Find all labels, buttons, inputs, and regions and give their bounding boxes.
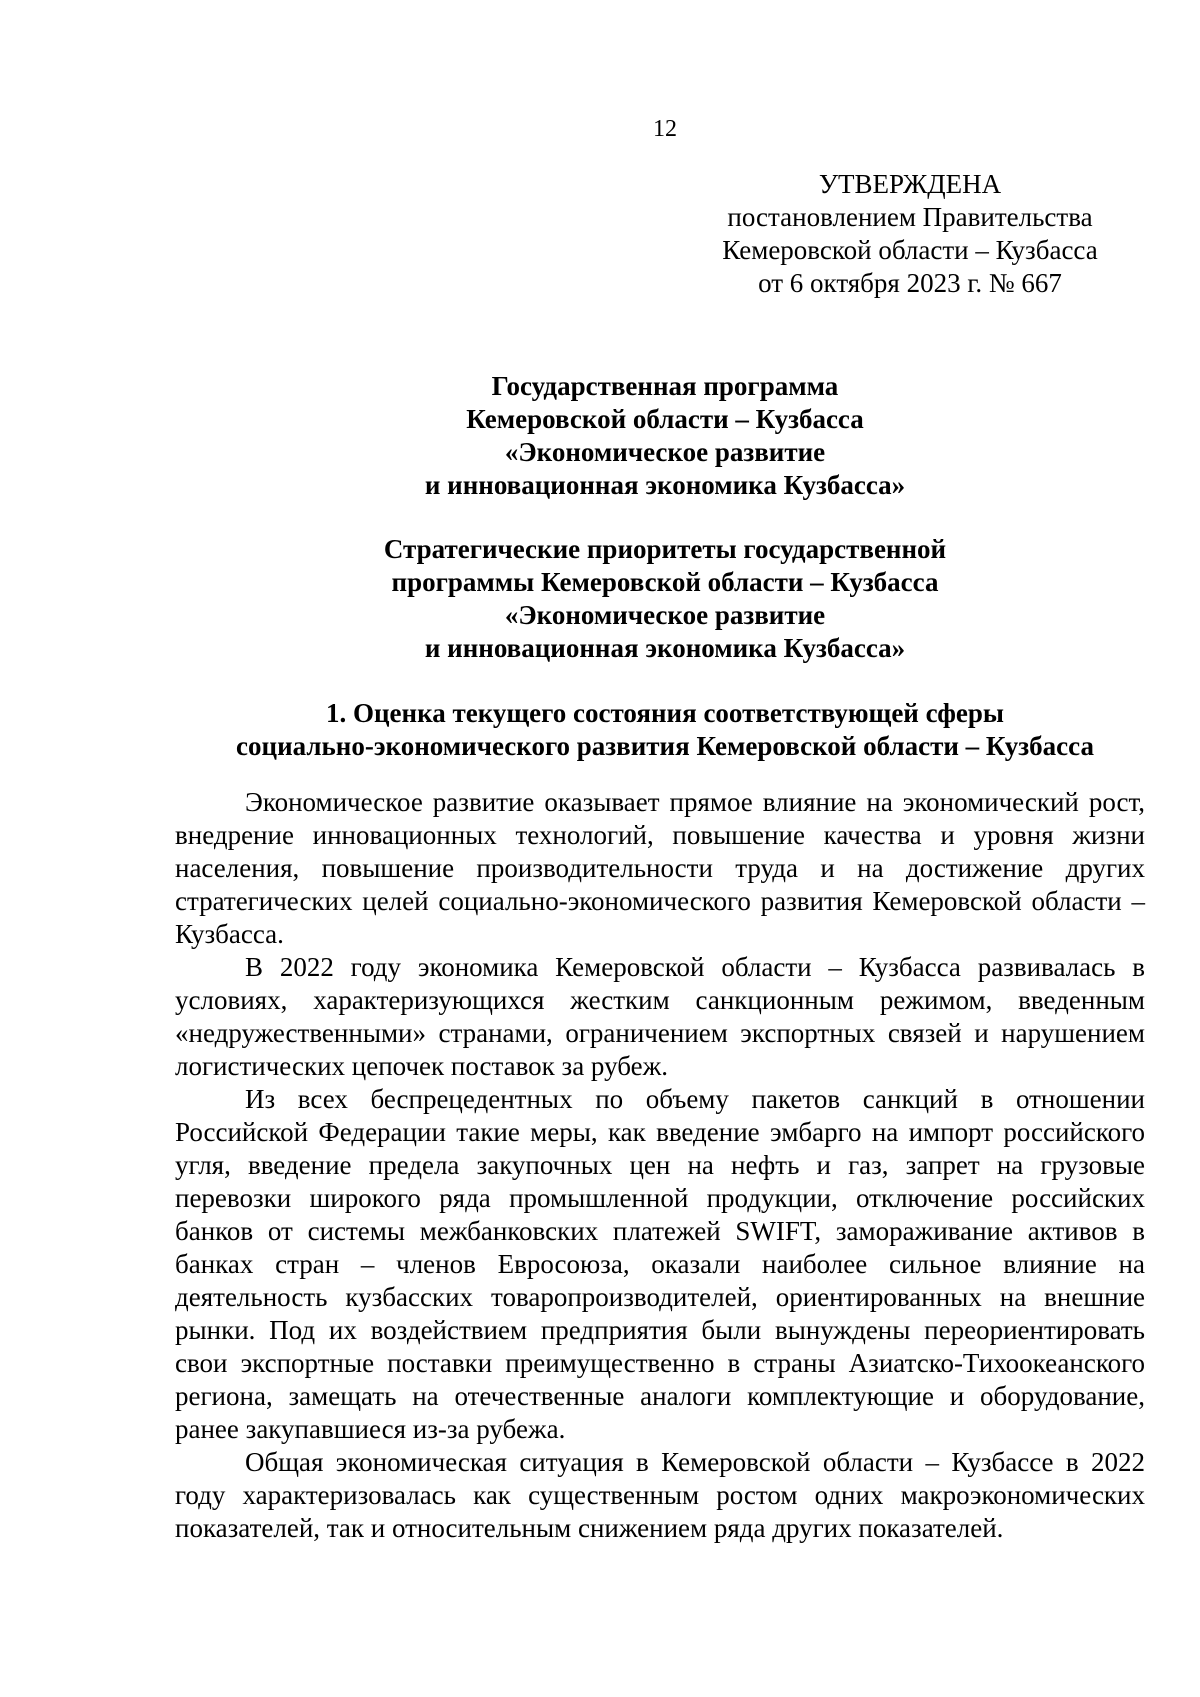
priorities-title-line: программы Кемеровской области – Кузбасса xyxy=(391,567,939,597)
program-title-line: «Экономическое развитие xyxy=(504,437,826,467)
paragraph: Из всех беспрецедентных по объему пакетов санкций в отношении Российской Федерации такие меры, как введение эмбарго на импорт российского угля, введение предела закупочных цен на нефть и газ, запрет на грузовые перевозки широкого ряда промышленной продукции, отключение российских банков от системы межбанковских платежей SWIFT, замораживание активов в банках стран – членов Евросоюза, оказали наиболее сильное влияние на деятельность кузбасских товаропроизводителей, ориентированных на внешние рынки. Под их воздействием предприятия были вынуждены переориентировать свои экспортные поставки преимущественно в страны Азиатско-Тихоокеанского региона, замещать на отечественные аналоги комплектующие и оборудование, ранее закупавшиеся из-за рубежа. xyxy=(175,1084,1145,1444)
section-heading-line: 1. Оценка текущего состояния соответствующей сферы xyxy=(325,698,1005,728)
approval-line: постановлением Правительства xyxy=(727,202,1093,232)
program-title-line: Кемеровской области – Кузбасса xyxy=(466,404,864,434)
paragraph: В 2022 году экономика Кемеровской области – Кузбасса развивалась в условиях, характеризующихся жестким санкционным режимом, введенным «недружественными» странами, ограничением экспортных связей и нарушением логистических цепочек поставок за рубеж. xyxy=(175,952,1145,1081)
section-heading xyxy=(175,697,1155,763)
paragraph: Экономическое развитие оказывает прямое влияние на экономический рост, внедрение инновационных технологий, повышение качества и уровня жизни населения, повышение производительности труда и на достижение других стратегических целей социально-экономического развития Кемеровской области – Кузбасса. xyxy=(175,787,1145,949)
page-number: 12 xyxy=(653,116,677,142)
approval-date-line: от 6 октября 2023 г. № 667 xyxy=(758,268,1062,298)
priorities-title-line: «Экономическое развитие xyxy=(504,600,826,630)
priorities-title-line: Стратегические приоритеты государственной xyxy=(383,534,947,564)
section-heading-line: социально-экономического развития Кемеровской области – Кузбасса xyxy=(236,731,1094,761)
body-text xyxy=(175,786,1145,1545)
priorities-title-line: и инновационная экономика Кузбасса» xyxy=(424,633,906,663)
approval-stamp xyxy=(700,168,1120,300)
priorities-title xyxy=(175,533,1155,665)
approval-status: УТВЕРЖДЕНА xyxy=(818,169,1002,199)
program-title xyxy=(175,370,1155,502)
program-title-line: Государственная программа xyxy=(491,371,839,401)
paragraph: Общая экономическая ситуация в Кемеровской области – Кузбассе в 2022 году характеризовалась как существенным ростом одних макроэкономических показателей, так и относительным снижением ряда других показателей. xyxy=(175,1447,1145,1543)
program-title-line: и инновационная экономика Кузбасса» xyxy=(424,470,906,500)
approval-line: Кемеровской области – Кузбасса xyxy=(722,235,1098,265)
